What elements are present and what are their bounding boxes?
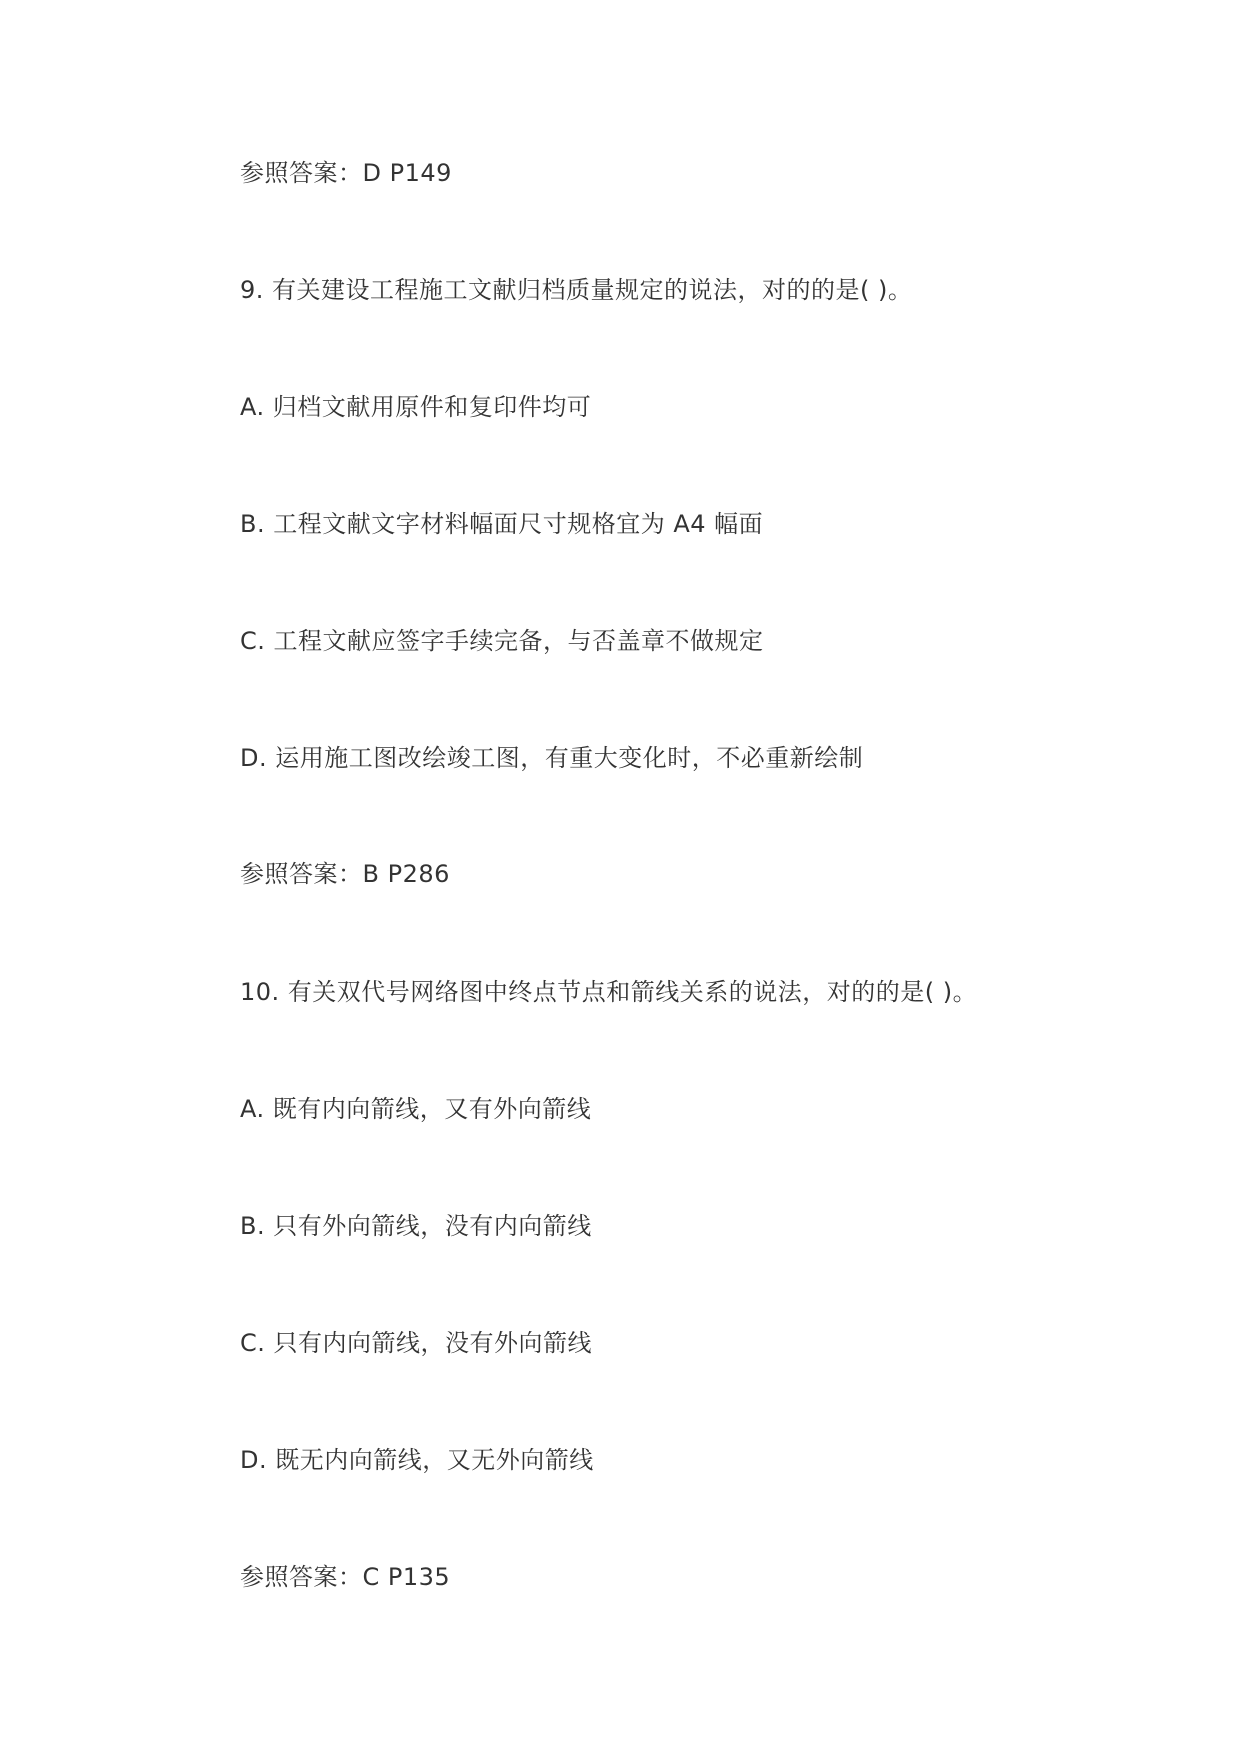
q10-option-d: D. 既无内向箭线，又无外向箭线: [240, 1446, 594, 1474]
q9-option-c: C. 工程文献应签字手续完备，与否盖章不做规定: [240, 627, 764, 655]
q10-option-c: C. 只有内向箭线，没有外向箭线: [240, 1329, 593, 1357]
q10-option-a: A. 既有内向箭线，又有外向箭线: [240, 1095, 592, 1123]
q9-option-a: A. 归档文献用原件和复印件均可: [240, 393, 592, 421]
q10-option-b: B. 只有外向箭线，没有内向箭线: [240, 1212, 592, 1240]
q9-option-b: B. 工程文献文字材料幅面尺寸规格宜为 A4 幅面: [240, 510, 764, 538]
question-10: 10. 有关双代号网络图中终点节点和箭线关系的说法，对的的是( )。: [240, 978, 978, 1006]
q9-option-d: D. 运用施工图改绘竣工图，有重大变化时，不必重新绘制: [240, 744, 864, 772]
answer-q9: 参照答案：B P286: [240, 860, 450, 888]
answer-q10: 参照答案：C P135: [240, 1563, 451, 1591]
question-9: 9. 有关建设工程施工文献归档质量规定的说法，对的的是( )。: [240, 276, 913, 304]
answer-q8: 参照答案：D P149: [240, 159, 452, 187]
